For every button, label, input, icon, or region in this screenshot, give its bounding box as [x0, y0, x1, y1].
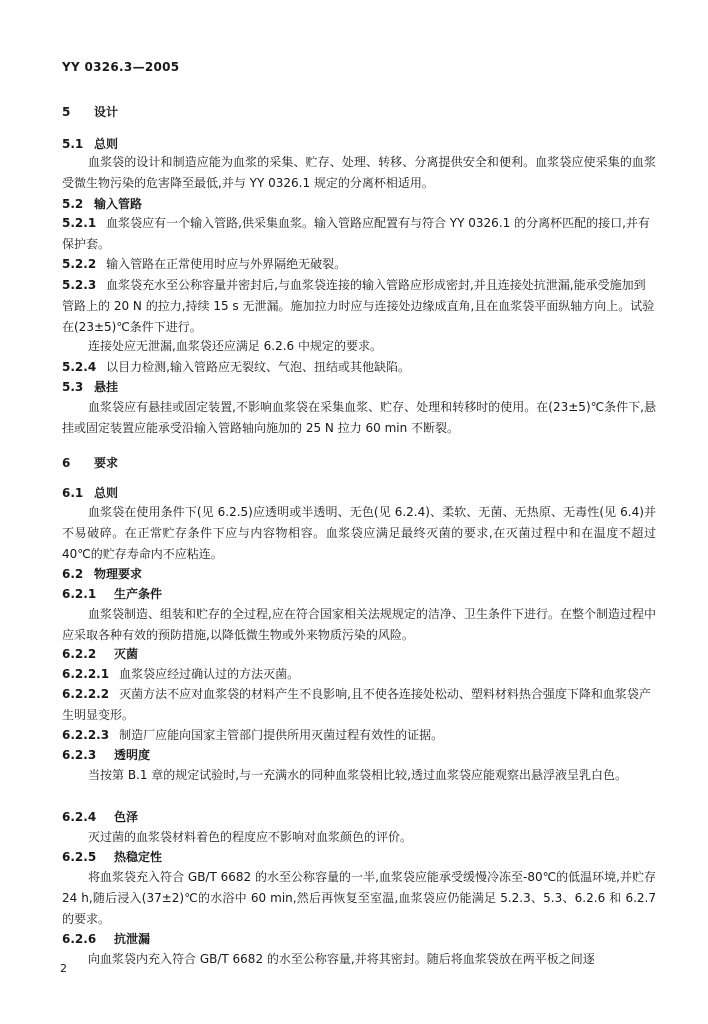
clause-number: 5.2.1 [62, 216, 97, 230]
section-title: 灭菌 [114, 647, 139, 661]
section-title: 抗泄漏 [114, 932, 151, 946]
section-number: 6.2.3 [62, 748, 97, 762]
paragraph: 灭过菌的血浆袋材料着色的程度应不影响对血浆颜色的评价。 [88, 830, 413, 844]
clause-number: 5.2.2 [62, 257, 97, 271]
section-number: 6.2.1 [62, 587, 97, 601]
section-6-1-heading [62, 483, 656, 504]
section-number: 6.2.5 [62, 850, 97, 864]
section-6-2-4-heading [62, 807, 656, 828]
section-number: 5 [62, 105, 71, 119]
section-number: 6.2.6 [62, 932, 97, 946]
section-number: 5.1 [62, 137, 84, 151]
section-6-heading [62, 453, 656, 474]
section-6-2-3-body [62, 765, 656, 786]
clause-6-2-2-3 [62, 725, 656, 746]
section-6-2-heading [62, 564, 656, 585]
section-6-2-5-body [62, 867, 656, 929]
section-title: 悬挂 [94, 380, 119, 394]
clause-number: 6.2.2.1 [62, 667, 110, 681]
section-number: 6.2.2 [62, 647, 97, 661]
paragraph: 血浆袋制造、组装和贮存的全过程,应在符合国家相关法规规定的洁净、卫生条件下进行。在整个制造过程中应采取各种有效的预防措施,以降低微生物或外来物质污染的风险。 [62, 607, 656, 642]
clause-text: 输入管路在正常使用时应与外界隔绝无破裂。 [106, 257, 347, 271]
paragraph: 连接处应无泄漏,血浆袋还应满足 6.2.6 中规定的要求。 [88, 339, 382, 353]
section-number: 5.2 [62, 197, 84, 211]
section-6-2-1-heading [62, 584, 656, 605]
section-6-2-2-heading [62, 644, 656, 665]
clause-text: 制造厂应能向国家主管部门提供所用灭菌过程有效性的证据。 [119, 728, 444, 742]
section-6-2-6-body [62, 949, 656, 970]
section-title: 生产条件 [114, 587, 163, 601]
section-title: 总则 [94, 137, 119, 151]
section-number: 6 [62, 456, 71, 470]
section-6-2-4-body [62, 827, 656, 848]
clause-text: 灭菌方法不应对血浆袋的材料产生不良影响,且不使各连接处松动、塑料材料热合强度下降和血浆袋产生明显变形。 [62, 687, 651, 722]
section-6-1-body [62, 502, 656, 564]
clause-5-2-1 [62, 213, 656, 255]
section-title: 透明度 [114, 748, 151, 762]
clause-text: 血浆袋充水至公称容量并密封后,与血浆袋连接的输入管路应形成密封,并且连接处抗泄漏,能承受施加到管路上的 20 N 的拉力,持续 15 s 无泄漏。施加拉力时应与连接处边缘成直角,且在血浆袋平面纵轴方向上。试验在(23±5)℃条件下进行。 [62, 278, 655, 334]
clause-text: 血浆袋应有一个输入管路,供采集血浆。输入管路应配置有与符合 YY 0326.1 的分离杯匹配的接口,并有保护套。 [62, 216, 650, 251]
section-number: 5.3 [62, 380, 84, 394]
section-5-3-body [62, 397, 656, 439]
section-title: 总则 [94, 486, 119, 500]
paragraph: 向血浆袋内充入符合 GB/T 6682 的水至公称容量,并将其密封。随后将血浆袋放在两平板之间逐 [88, 952, 595, 966]
paragraph: 将血浆袋充入符合 GB/T 6682 的水至公称容量的一半,血浆袋应能承受缓慢冷冻至-80℃的低温环境,并贮存 24 h,随后浸入(37±2)℃的水浴中 60 min,然后再恢复至室温,血浆袋应仍能满足 5.2.3、5.3、6.2.6 和 6.2.7 的要求。 [62, 870, 656, 926]
clause-number: 6.2.2.3 [62, 728, 110, 742]
clause-5-2-2 [62, 254, 656, 275]
standard-header: YY 0326.3—2005 [62, 60, 180, 74]
section-number: 6.1 [62, 486, 84, 500]
section-5-3-heading [62, 377, 656, 398]
paragraph: 当按第 B.1 章的规定试验时,与一充满水的同种血浆袋相比较,透过血浆袋应能观察出悬浮液呈乳白色。 [88, 768, 627, 782]
section-6-2-5-heading [62, 847, 656, 868]
clause-number: 6.2.2.2 [62, 687, 110, 701]
page-number: 2 [60, 962, 67, 975]
section-title: 要求 [94, 456, 119, 470]
section-title: 热稳定性 [114, 850, 163, 864]
section-title: 物理要求 [94, 567, 143, 581]
section-5-1-body [62, 152, 656, 194]
section-6-2-1-body [62, 604, 656, 646]
clause-6-2-2-1 [62, 664, 656, 685]
clause-5-2-4 [62, 357, 656, 378]
clause-text: 以目力检测,输入管路应无裂纹、气泡、扭结或其他缺陷。 [106, 360, 410, 374]
clause-number: 5.2.3 [62, 278, 97, 292]
section-title: 色泽 [114, 810, 139, 824]
section-title: 输入管路 [94, 197, 143, 211]
section-6-2-3-heading [62, 745, 656, 766]
paragraph: 血浆袋在使用条件下(见 6.2.5)应透明或半透明、无色(见 6.2.4)、柔软、无菌、无热原、无毒性(见 6.4)并不易破碎。在正常贮存条件下应与内容物相容。血浆袋应满足最终灭菌的要求,在灭菌过程中和在温度不超过 40℃的贮存寿命内不应粘连。 [62, 505, 656, 561]
clause-text: 血浆袋应经过确认过的方法灭菌。 [119, 667, 300, 681]
section-number: 6.2 [62, 567, 84, 581]
paragraph: 血浆袋的设计和制造应能为血浆的采集、贮存、处理、转移、分离提供安全和便利。血浆袋应使采集的血浆受微生物污染的危害降至最低,并与 YY 0326.1 规定的分离杯相适用。 [62, 155, 656, 190]
clause-6-2-2-2 [62, 684, 656, 726]
section-5-2-heading [62, 194, 656, 215]
paragraph: 血浆袋应有悬挂或固定装置,不影响血浆袋在采集血浆、贮存、处理和转移时的使用。在(23±5)℃条件下,悬挂或固定装置应能承受沿输入管路轴向施加的 25 N 拉力 60 min 不断裂。 [62, 400, 656, 435]
section-6-2-6-heading [62, 929, 656, 950]
section-5-heading [62, 102, 656, 123]
clause-5-2-3 [62, 275, 656, 337]
clause-number: 5.2.4 [62, 360, 97, 374]
clause-5-2-3-note [62, 336, 656, 357]
section-title: 设计 [94, 105, 119, 119]
section-number: 6.2.4 [62, 810, 97, 824]
